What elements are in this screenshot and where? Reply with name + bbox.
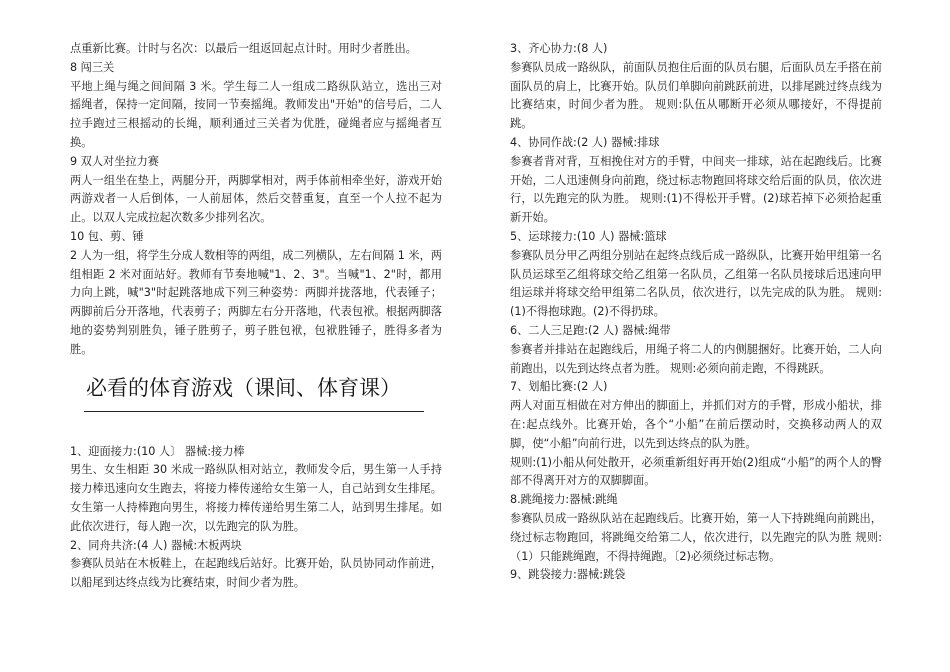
game-heading: 8 闯三关 [70, 60, 115, 74]
paragraph: 参赛队员成一路纵队，前面队员抱住后面的队员右腿，后面队员左手搭在前面队员的肩上，比赛开始。队员们单脚向前跳跃前进，以排尾跳过终点线为比赛结束，时间少者为胜。 规则:队伍从哪断开必须从哪接好，不得提前跳。 [510, 60, 882, 131]
title-underline [84, 411, 424, 413]
paragraph: 参赛队员分甲乙两组分别站在起终点线后成一路纵队，比赛开始甲组第一名队员运球至乙组将球交给乙组第一名队员，乙组第一名队员接球后迅速向甲组运球并将球交给甲组第二名队员，依次进行，以先完成的队为胜。 规则:(1)不得抱球跑。(2)不得扔球。 [510, 248, 882, 319]
game-heading: 1、迎面接力:(10 人〕 器械:接力棒 [70, 444, 245, 458]
game-heading: 10 包、剪、锤 [70, 229, 144, 243]
game-heading: 3、齐心协力:(8 人) [510, 42, 608, 55]
game-heading: 9、跳袋接力:器械:跳袋 [510, 568, 626, 582]
paragraph: 规则:(1)小船从何处散开，必须重新组好再开始(2)组成“小船”的两个人的臀部不得离开对方的双脚脚面。 [510, 455, 882, 488]
paragraph: 2 人为一组，将学生分成人数相等的两组，成二列横队，左右间隔 1 米，两组相距 2 米对面站好。教师有节奏地喊"1、2、3"。当喊"1、2"时，都用力向上跳，喊"3"时起跳落地成下列三种姿势：两脚并拢落地，代表锤子；两脚前后分开落地，代表剪子；两脚左右分开落地，代表包袱。根据两脚落地的姿势判别胜负，锤子胜剪子，剪子胜包袱，包袱胜锤子，胜得多者为胜。 [70, 248, 442, 356]
right-column [510, 40, 882, 585]
game-heading: 2、同舟共济:(4 人) 器械:木板两块 [70, 538, 242, 552]
paragraph: 参赛者并排站在起跑线后，用绳子将二人的内侧腿捆好。比赛开始，二人向前跑出，以先到达终点者为胜。 规则:必须向前走跑，不得跳跃。 [510, 342, 882, 375]
section-title-block [70, 360, 442, 430]
paragraph: 两人对面互相做在对方伸出的脚面上，并抓们对方的手臂，形成小船状，排在:起点线外。比赛开始，各个“小船”在前后摆动时，交换移动两人的双脚，使“小船”向前行进，以先到达终点的队为胜。 [510, 399, 882, 450]
left-column [70, 40, 442, 593]
paragraph: 两人一组坐在垫上，两腿分开，两脚掌相对，两手体前相牵坐好，游戏开始两游戏者一人后倒体，一人前屈体，然后交替重复，直至一个人拉不起为止。以双人完成拉起次数多少排列名次。 [70, 173, 442, 225]
game-heading: 6、二人三足跑:(2 人) 器械:绳带 [510, 323, 671, 337]
game-heading: 5、运球接力:(10 人) 器械:篮球 [510, 229, 667, 243]
paragraph: 参赛队员成一路纵队站在起跑线后。比赛开始，第一人下持跳绳向前跳出，绕过标志物跑回，将跳绳交给第二人，依次进行，以先跑完的队为胜 规则:（1）只能跳绳跑，不得持绳跑。〔2)必须绕过标志物。 [510, 511, 882, 563]
paragraph: 参赛队员站在木板鞋上，在起跑线后站好。比赛开始，队员协同动作前进，以船尾到达终点线为比赛结束，时间少者为胜。 [70, 557, 442, 590]
paragraph: 点重新比赛。计时与名次：以最后一组返回起点计时。用时少者胜出。 [70, 42, 417, 55]
game-heading: 8.跳绳接力:器械:跳绳 [510, 493, 618, 507]
paragraph: 参赛者背对背，互相挽住对方的手臂，中间夹一排球，站在起跑线后。比赛开始，二人迅速侧身向前跑，绕过标志物跑回将球交给后面的队员，依次进行，以先跑完的队为胜。 规则:(1)不得松开手臂。(2)球若掉下必须拾起重新开始。 [510, 154, 882, 225]
section-title: 必看的体育游戏（课间、体育课） [86, 375, 401, 400]
spacer [70, 430, 442, 443]
paragraph: 男生、女生相距 30 米成一路纵队相对站立，教师发令后，男生第一人手持接力棒迅速向女生跑去，将接力棒传递给女生第一人，自己站到女生排尾。女生第一人持棒跑向男生，将接力棒传递给男生第二人，站到男生排尾。如此依次进行，每人跑一次，以先跑完的队为胜。 [70, 463, 442, 533]
paragraph: 平地上绳与绳之间间隔 3 米。学生每二人一组成二路纵队站立，选出三对摇绳者，保持一定间隔，按同一节奏摇绳。教师发出"开始"的信号后，二人拉手跑过三根摇动的长绳，顺利通过三关者为优胜，碰绳者应与摇绳者互换。 [70, 79, 442, 149]
game-heading: 7、划船比赛:(2 人) [510, 380, 608, 394]
game-heading: 4、协同作战:(2 人) 器械:排球 [510, 135, 660, 149]
game-heading: 9 双人对坐拉力赛 [70, 154, 159, 168]
